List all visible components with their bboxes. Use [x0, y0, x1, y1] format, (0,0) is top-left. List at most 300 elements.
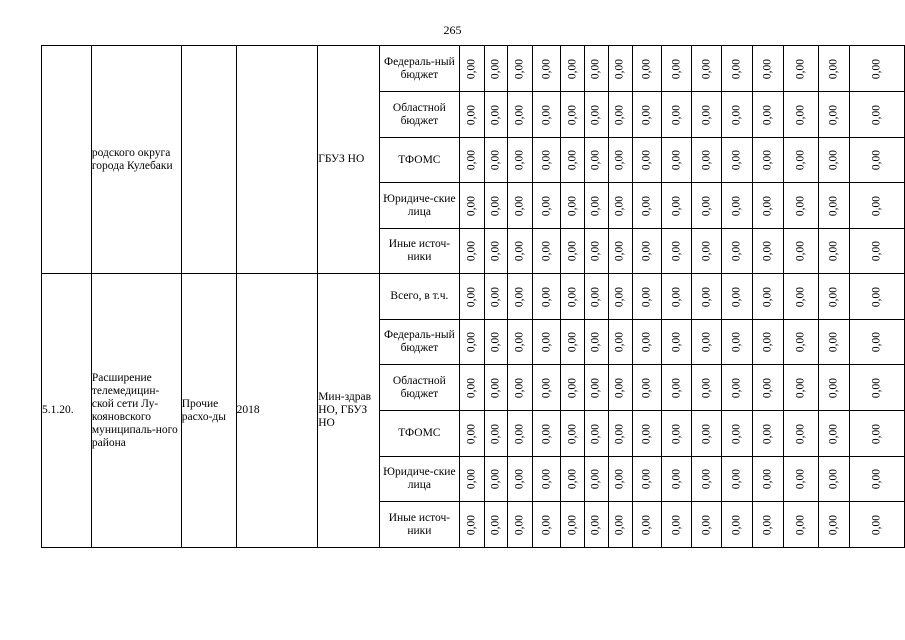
value-text: 0,00 — [465, 58, 478, 79]
value-cell — [533, 138, 561, 183]
value-cell — [561, 138, 585, 183]
budget-table — [41, 45, 905, 548]
value-text: 0,00 — [613, 468, 626, 490]
value-text: 0,00 — [670, 240, 683, 262]
value-cell — [561, 502, 585, 548]
value-text: 0,00 — [513, 423, 526, 444]
value-text: 0,00 — [589, 331, 602, 353]
value-cell — [662, 502, 692, 548]
value-text: 0,00 — [730, 286, 743, 307]
value-cell — [850, 138, 905, 183]
value-cell — [692, 457, 722, 502]
value-text: 0,00 — [700, 286, 713, 307]
value-cell — [584, 365, 608, 411]
value-text: 0,00 — [513, 377, 526, 398]
value-text: 0,00 — [566, 58, 579, 79]
value-cell — [561, 457, 585, 502]
value-cell — [819, 502, 850, 548]
value-text: 0,00 — [827, 240, 840, 262]
value-text: 0,00 — [489, 377, 502, 398]
value-text: 0,00 — [465, 468, 478, 490]
value-cell — [484, 457, 508, 502]
value-text: 0,00 — [640, 195, 653, 216]
cost-type — [181, 46, 236, 274]
table-row — [42, 46, 905, 92]
year: 2018 — [236, 274, 318, 548]
value-text: 0,00 — [513, 468, 526, 490]
page-number: 265 — [443, 23, 462, 37]
measure-name: Расширение телемедицин-ской сети Лу-кояновского муниципаль-ного района — [91, 274, 181, 548]
funding-source-jur: Юридиче-ские лица — [379, 457, 459, 502]
value-text: 0,00 — [761, 423, 774, 444]
value-cell — [819, 274, 850, 320]
value-text: 0,00 — [761, 104, 774, 125]
value-cell — [722, 229, 753, 274]
value-text: 0,00 — [613, 423, 626, 444]
value-text: 0,00 — [730, 104, 743, 125]
value-text: 0,00 — [700, 423, 713, 444]
value-text: 0,00 — [465, 240, 478, 262]
value-cell — [561, 183, 585, 229]
value-text: 0,00 — [489, 468, 502, 490]
value-cell — [608, 320, 632, 365]
value-text: 0,00 — [513, 149, 526, 171]
value-text: 0,00 — [730, 514, 743, 535]
value-cell — [850, 274, 905, 320]
value-cell — [459, 46, 484, 92]
value-text: 0,00 — [640, 377, 653, 398]
row-code: 5.1.20. — [42, 274, 92, 548]
value-cell — [584, 138, 608, 183]
value-cell — [632, 320, 662, 365]
value-text: 0,00 — [566, 331, 579, 353]
value-cell — [608, 229, 632, 274]
value-cell — [850, 46, 905, 92]
value-text: 0,00 — [513, 104, 526, 125]
value-text: 0,00 — [700, 104, 713, 125]
value-text: 0,00 — [670, 149, 683, 171]
value-cell — [484, 320, 508, 365]
value-cell — [608, 138, 632, 183]
value-text: 0,00 — [827, 195, 840, 216]
value-cell — [783, 320, 819, 365]
value-text: 0,00 — [613, 377, 626, 398]
value-text: 0,00 — [613, 240, 626, 262]
value-cell — [459, 229, 484, 274]
value-cell — [783, 274, 819, 320]
value-cell — [459, 457, 484, 502]
value-cell — [662, 138, 692, 183]
value-text: 0,00 — [589, 423, 602, 444]
value-cell — [662, 229, 692, 274]
value-cell — [662, 274, 692, 320]
value-text: 0,00 — [870, 331, 883, 353]
value-text: 0,00 — [761, 149, 774, 171]
value-cell — [752, 229, 783, 274]
value-cell — [561, 92, 585, 138]
value-text: 0,00 — [589, 195, 602, 216]
value-cell — [508, 365, 533, 411]
value-text: 0,00 — [761, 240, 774, 262]
value-cell — [608, 502, 632, 548]
value-cell — [692, 138, 722, 183]
value-text: 0,00 — [670, 331, 683, 353]
table-row — [42, 274, 905, 320]
value-text: 0,00 — [489, 58, 502, 79]
value-cell — [584, 92, 608, 138]
value-cell — [459, 502, 484, 548]
value-cell — [632, 46, 662, 92]
value-text: 0,00 — [566, 286, 579, 307]
value-text: 0,00 — [589, 240, 602, 262]
value-text: 0,00 — [761, 331, 774, 353]
value-cell — [692, 502, 722, 548]
value-text: 0,00 — [613, 104, 626, 125]
value-cell — [584, 502, 608, 548]
value-cell — [533, 320, 561, 365]
value-text: 0,00 — [489, 331, 502, 353]
value-cell — [662, 46, 692, 92]
value-cell — [533, 92, 561, 138]
value-text: 0,00 — [640, 104, 653, 125]
value-cell — [584, 229, 608, 274]
value-text: 0,00 — [700, 240, 713, 262]
value-text: 0,00 — [827, 468, 840, 490]
value-text: 0,00 — [566, 468, 579, 490]
value-cell — [584, 457, 608, 502]
value-cell — [459, 411, 484, 457]
value-text: 0,00 — [761, 195, 774, 216]
value-text: 0,00 — [540, 286, 553, 307]
value-cell — [561, 320, 585, 365]
measure-name: родского округа города Кулебаки — [91, 46, 181, 274]
value-cell — [459, 92, 484, 138]
value-cell — [632, 138, 662, 183]
value-text: 0,00 — [465, 514, 478, 535]
value-text: 0,00 — [465, 195, 478, 216]
executor: ГБУЗ НО — [318, 46, 380, 274]
value-text: 0,00 — [670, 377, 683, 398]
value-text: 0,00 — [794, 195, 807, 216]
value-cell — [459, 138, 484, 183]
value-cell — [662, 183, 692, 229]
value-text: 0,00 — [513, 331, 526, 353]
value-cell — [662, 411, 692, 457]
value-cell — [819, 365, 850, 411]
value-cell — [561, 229, 585, 274]
value-text: 0,00 — [794, 377, 807, 398]
value-cell — [692, 411, 722, 457]
row-code — [42, 46, 92, 274]
value-text: 0,00 — [730, 468, 743, 490]
value-text: 0,00 — [540, 468, 553, 490]
value-cell — [819, 46, 850, 92]
value-text: 0,00 — [613, 286, 626, 307]
value-text: 0,00 — [730, 149, 743, 171]
value-cell — [508, 457, 533, 502]
value-text: 0,00 — [700, 468, 713, 490]
cost-type: Прочие расхо-ды — [181, 274, 236, 548]
value-text: 0,00 — [700, 195, 713, 216]
value-text: 0,00 — [589, 104, 602, 125]
value-text: 0,00 — [566, 377, 579, 398]
value-cell — [632, 365, 662, 411]
value-text: 0,00 — [540, 240, 553, 262]
value-cell — [459, 274, 484, 320]
value-cell — [692, 365, 722, 411]
value-cell — [783, 183, 819, 229]
value-text: 0,00 — [489, 514, 502, 535]
value-text: 0,00 — [700, 331, 713, 353]
value-cell — [752, 46, 783, 92]
value-cell — [484, 274, 508, 320]
value-text: 0,00 — [513, 58, 526, 79]
value-text: 0,00 — [489, 149, 502, 171]
value-cell — [608, 92, 632, 138]
value-text: 0,00 — [870, 377, 883, 398]
value-text: 0,00 — [761, 58, 774, 79]
value-cell — [608, 457, 632, 502]
value-cell — [533, 457, 561, 502]
value-cell — [561, 411, 585, 457]
value-text: 0,00 — [794, 423, 807, 444]
value-cell — [722, 138, 753, 183]
funding-source-jur: Юридиче-ские лица — [379, 183, 459, 229]
funding-source-tfoms: ТФОМС — [379, 138, 459, 183]
value-cell — [584, 183, 608, 229]
value-text: 0,00 — [870, 195, 883, 216]
value-cell — [533, 46, 561, 92]
funding-source-fed: Федераль-ный бюджет — [379, 46, 459, 92]
value-text: 0,00 — [794, 468, 807, 490]
value-cell — [484, 502, 508, 548]
value-text: 0,00 — [589, 149, 602, 171]
value-text: 0,00 — [540, 377, 553, 398]
value-text: 0,00 — [870, 286, 883, 307]
value-text: 0,00 — [613, 331, 626, 353]
value-text: 0,00 — [870, 240, 883, 262]
value-cell — [584, 46, 608, 92]
value-cell — [508, 92, 533, 138]
value-text: 0,00 — [589, 377, 602, 398]
value-text: 0,00 — [589, 58, 602, 79]
value-cell — [484, 411, 508, 457]
value-text: 0,00 — [730, 195, 743, 216]
value-text: 0,00 — [794, 149, 807, 171]
value-cell — [632, 183, 662, 229]
value-cell — [752, 365, 783, 411]
value-cell — [561, 46, 585, 92]
value-cell — [459, 365, 484, 411]
value-cell — [722, 411, 753, 457]
value-text: 0,00 — [761, 377, 774, 398]
value-cell — [692, 274, 722, 320]
value-text: 0,00 — [540, 58, 553, 79]
value-text: 0,00 — [540, 195, 553, 216]
value-cell — [819, 138, 850, 183]
value-cell — [783, 46, 819, 92]
value-cell — [752, 411, 783, 457]
value-cell — [692, 320, 722, 365]
value-cell — [692, 183, 722, 229]
value-cell — [819, 320, 850, 365]
value-cell — [632, 502, 662, 548]
value-text: 0,00 — [870, 104, 883, 125]
value-cell — [632, 411, 662, 457]
value-text: 0,00 — [489, 240, 502, 262]
value-text: 0,00 — [794, 240, 807, 262]
funding-source-fed: Федераль-ный бюджет — [379, 320, 459, 365]
value-cell — [608, 411, 632, 457]
value-cell — [484, 46, 508, 92]
value-cell — [533, 229, 561, 274]
value-text: 0,00 — [589, 514, 602, 535]
value-cell — [850, 229, 905, 274]
value-text: 0,00 — [670, 195, 683, 216]
value-cell — [850, 183, 905, 229]
value-text: 0,00 — [640, 58, 653, 79]
value-text: 0,00 — [794, 58, 807, 79]
value-text: 0,00 — [827, 514, 840, 535]
value-cell — [608, 365, 632, 411]
value-cell — [662, 320, 692, 365]
value-cell — [722, 46, 753, 92]
value-text: 0,00 — [730, 331, 743, 353]
value-text: 0,00 — [794, 286, 807, 307]
value-text: 0,00 — [700, 514, 713, 535]
value-text: 0,00 — [566, 149, 579, 171]
value-cell — [752, 320, 783, 365]
value-text: 0,00 — [827, 377, 840, 398]
value-text: 0,00 — [540, 514, 553, 535]
value-cell — [850, 365, 905, 411]
year — [236, 46, 318, 274]
value-cell — [561, 274, 585, 320]
value-text: 0,00 — [613, 58, 626, 79]
value-cell — [508, 274, 533, 320]
value-cell — [662, 457, 692, 502]
value-text: 0,00 — [730, 377, 743, 398]
value-cell — [608, 46, 632, 92]
value-text: 0,00 — [613, 195, 626, 216]
value-text: 0,00 — [540, 423, 553, 444]
value-text: 0,00 — [870, 149, 883, 171]
value-cell — [508, 138, 533, 183]
value-cell — [459, 183, 484, 229]
value-cell — [484, 138, 508, 183]
value-cell — [722, 457, 753, 502]
value-cell — [508, 183, 533, 229]
value-text: 0,00 — [700, 377, 713, 398]
value-text: 0,00 — [827, 286, 840, 307]
value-text: 0,00 — [670, 286, 683, 307]
funding-source-obl: Областной бюджет — [379, 365, 459, 411]
value-cell — [459, 320, 484, 365]
value-cell — [561, 365, 585, 411]
value-cell — [584, 320, 608, 365]
value-cell — [584, 274, 608, 320]
value-cell — [752, 92, 783, 138]
value-cell — [752, 138, 783, 183]
value-text: 0,00 — [589, 286, 602, 307]
value-cell — [662, 92, 692, 138]
value-text: 0,00 — [761, 468, 774, 490]
value-cell — [533, 411, 561, 457]
value-text: 0,00 — [827, 58, 840, 79]
value-text: 0,00 — [489, 423, 502, 444]
value-cell — [819, 229, 850, 274]
value-cell — [632, 92, 662, 138]
value-text: 0,00 — [640, 514, 653, 535]
value-cell — [783, 411, 819, 457]
value-cell — [850, 92, 905, 138]
value-cell — [752, 274, 783, 320]
value-text: 0,00 — [566, 423, 579, 444]
value-text: 0,00 — [613, 149, 626, 171]
value-cell — [783, 92, 819, 138]
value-cell — [752, 457, 783, 502]
value-cell — [850, 411, 905, 457]
value-text: 0,00 — [513, 286, 526, 307]
value-text: 0,00 — [670, 58, 683, 79]
value-cell — [819, 457, 850, 502]
value-text: 0,00 — [827, 104, 840, 125]
value-text: 0,00 — [870, 514, 883, 535]
value-cell — [484, 365, 508, 411]
value-text: 0,00 — [640, 331, 653, 353]
value-cell — [783, 365, 819, 411]
value-cell — [533, 502, 561, 548]
value-cell — [632, 229, 662, 274]
value-text: 0,00 — [566, 514, 579, 535]
value-text: 0,00 — [700, 58, 713, 79]
funding-source-tfoms: ТФОМС — [379, 411, 459, 457]
value-cell — [783, 229, 819, 274]
value-cell — [752, 183, 783, 229]
value-cell — [662, 365, 692, 411]
value-text: 0,00 — [670, 514, 683, 535]
value-text: 0,00 — [589, 468, 602, 490]
value-text: 0,00 — [640, 423, 653, 444]
value-text: 0,00 — [870, 423, 883, 444]
value-cell — [584, 411, 608, 457]
value-text: 0,00 — [513, 195, 526, 216]
value-cell — [608, 183, 632, 229]
value-cell — [632, 457, 662, 502]
value-cell — [819, 183, 850, 229]
value-cell — [783, 457, 819, 502]
value-text: 0,00 — [640, 240, 653, 262]
value-cell — [508, 411, 533, 457]
value-text: 0,00 — [870, 58, 883, 79]
value-text: 0,00 — [670, 423, 683, 444]
value-cell — [508, 320, 533, 365]
value-text: 0,00 — [761, 286, 774, 307]
value-cell — [484, 92, 508, 138]
value-cell — [508, 502, 533, 548]
executor: Мин-здрав НО, ГБУЗ НО — [318, 274, 380, 548]
value-text: 0,00 — [465, 377, 478, 398]
value-cell — [722, 183, 753, 229]
value-cell — [533, 183, 561, 229]
value-cell — [484, 183, 508, 229]
value-text: 0,00 — [566, 104, 579, 125]
value-text: 0,00 — [794, 514, 807, 535]
value-cell — [508, 229, 533, 274]
value-cell — [752, 502, 783, 548]
funding-source-other: Иные источ-ники — [379, 229, 459, 274]
value-text: 0,00 — [700, 149, 713, 171]
